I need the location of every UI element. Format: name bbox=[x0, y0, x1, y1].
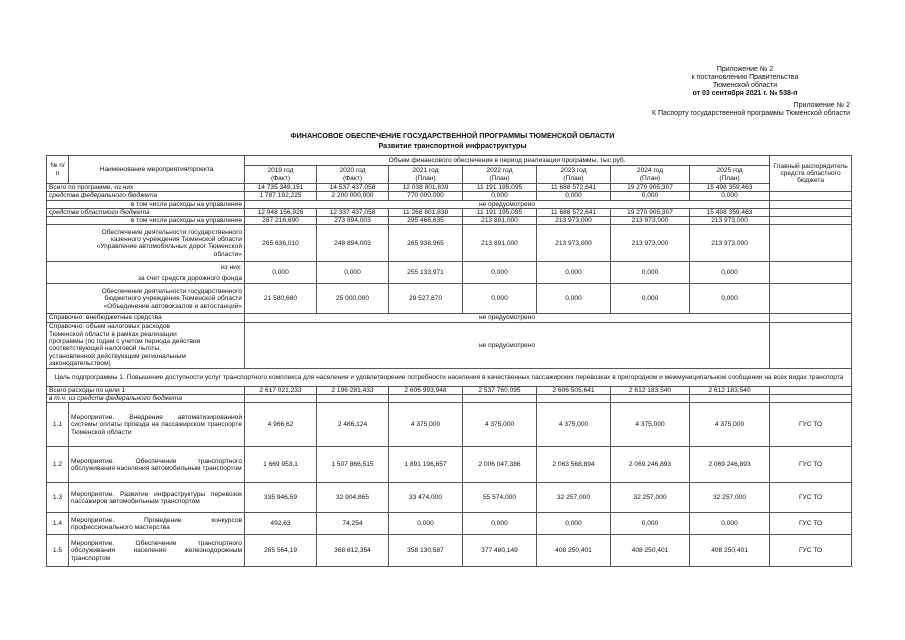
row-label: из них: за счет средств дорожного фонда bbox=[47, 262, 245, 284]
year-header: 2022 год (План) bbox=[463, 166, 537, 184]
finance-table bbox=[46, 155, 852, 567]
table-row: средства федерального бюджета 1 787 192,225 2 200 000,000 770 000,000 0,000 0,000 0,000 0,000 bbox=[47, 192, 852, 200]
table-row bbox=[47, 200, 852, 208]
appendix-line: Приложение № 2 bbox=[716, 66, 774, 73]
year-header: 2025 год (План) bbox=[690, 166, 770, 184]
appendix-line: к постановлению Правительства bbox=[691, 74, 799, 81]
year-header: 2023 год (План) bbox=[537, 166, 611, 184]
col-num-header: № п/п bbox=[47, 156, 69, 184]
table-row: 1.3 Мероприятие. Развитие инфраструктуры перевозок пассажиров автомобильным транспортом 335 946,59 32 904,865 33 474,000 55 574,000 32 257,000 32 257,000 32 257,000 ГУС ТО bbox=[47, 483, 852, 513]
goal-text: Цель подпрограммы 1. Повышение доступности услуг транспортного комплекса для населения и удовлетворение потребности населения в качественных пассажирских перевозках в пригородном и межмуниципальном сообщении на всех видах транспорта bbox=[47, 368, 852, 386]
table-row: Обеспечение деятельности государственного бюджетного учреждения Тюменской области «Объединение автовокзалов и автостанций» 21 580,680 25 000,000 29 527,670 0,000 0,000 0,000 0,000 bbox=[47, 284, 852, 314]
table-row bbox=[47, 368, 852, 386]
table-row: Всего по программе, из них 14 735 349,151 14 537 437,058 12 038 801,839 11 191 195,095 11 688 572,641 19 270 905,307 15 498 359,463 bbox=[47, 184, 852, 192]
row-note: не предусмотрено bbox=[245, 314, 770, 322]
row-label: Справочно: объем налоговых расходов Тюменской области в рамках реализации программы (по годам с учетом периода действия соответствующей налоговой льготы, установленной действующим региональным законодательством) bbox=[47, 322, 245, 368]
table-row: в том числе расходы на управление 287 216,690 273 894,003 295 466,635 213 891,000 213 973,000 213 973,000 213 973,000 bbox=[47, 217, 852, 225]
table-row: 1.1 Мероприятие. Внедрение автоматизированной системы оплаты проезда на пассажирском транспорте Тюменской области 4 966,62 2 486,124 4 375,000 4 375,000 4 375,000 4 375,000 4 375,000 ГУС ТО bbox=[47, 403, 852, 447]
row-note: не предусмотрено bbox=[245, 322, 770, 368]
row-label: Всего по программе, из них bbox=[47, 184, 245, 192]
appendix-line: Тюменской области bbox=[712, 82, 778, 89]
title-main: ФИНАНСОВОЕ ОБЕСПЕЧЕНИЕ ГОСУДАРСТВЕННОЙ ПРОГРАММЫ ТЮМЕНСКОЙ ОБЛАСТИ bbox=[290, 131, 615, 140]
row-label: Всего расходы по цели 1 bbox=[47, 386, 245, 394]
year-header: 2021 год (План) bbox=[389, 166, 463, 184]
table-row: 1.2 Мероприятие. Обеспечение транспортного обслуживания населения автомобильным транспортом 1 669 953,1 1 507 866,515 1 891 196,657 2 006 047,386 2 063 568,894 2 069 246,893 2 069 246,893 ГУС ТО bbox=[47, 447, 852, 483]
row-label: в т.ч. из средств федерального бюджета bbox=[47, 395, 245, 403]
col-owner-header: Главный распорядитель средств областного бюджета bbox=[770, 156, 852, 192]
table-row: 1.4 Мероприятие. Проведение конкурсов профессионального мастерства 492,63 74,254 0,000 0,000 0,000 0,000 0,000 ГУС ТО bbox=[47, 513, 852, 535]
table-row: Всего расходы по цели 1 2 617 021,233 2 196 281,433 2 606 993,948 2 537 760,095 2 606 505,641 2 612 183,540 2 612 183,540 bbox=[47, 386, 852, 394]
col-name-header: Наименование мероприятия/проекта bbox=[69, 156, 245, 184]
year-header: 2020 год (Факт) bbox=[317, 166, 389, 184]
row-label: средства областного бюджета bbox=[47, 208, 245, 216]
table-row bbox=[47, 322, 852, 368]
row-label: Справочно: внебюджетные средства bbox=[47, 314, 245, 322]
table-row bbox=[47, 395, 852, 403]
passport-header bbox=[560, 102, 850, 118]
year-header: 2019 год (Факт) bbox=[245, 166, 317, 184]
row-label: Обеспечение деятельности государственного казенного учреждения Тюменской области «Управление автомобильных дорог Тюменской области» bbox=[47, 225, 245, 262]
row-label: в том числе расходы на управление bbox=[47, 200, 245, 208]
appendix-header bbox=[650, 66, 840, 98]
col-group-header: Объем финансового обеспечения в период реализации программы, тыс руб. bbox=[245, 156, 770, 166]
passport-line: Приложение № 2 bbox=[793, 102, 850, 109]
table-row: средства областного бюджета 12 948 156,926 12 337 437,058 11 268 801,839 11 191 195,095 11 688 572,641 19 270 905,307 15 498 359,463 bbox=[47, 208, 852, 216]
table-row: 1.5 Мероприятие. Обеспечение транспортного обслуживания населения железнодорожным транспортом 265 564,19 368 612,354 358 130,587 377 480,149 408 250,401 408 250,401 408 250,401 ГУС ТО bbox=[47, 535, 852, 567]
row-label: Обеспечение деятельности государственного бюджетного учреждения Тюменской области «Объединение автовокзалов и автостанций» bbox=[47, 284, 245, 314]
table-row: Обеспечение деятельности государственного казенного учреждения Тюменской области «Управление автомобильных дорог Тюменской области» 265 636,010 248 894,003 265 938,965 213 891,000 213 973,000 213 973,000 213 973,000 bbox=[47, 225, 852, 262]
table-row bbox=[47, 314, 852, 322]
title-sub: Развитие транспортной инфраструктуры bbox=[378, 141, 527, 150]
appendix-date: от 03 сентября 2021 г. № 538-п bbox=[692, 90, 798, 97]
document-title bbox=[0, 131, 905, 151]
passport-line: К Паспорту государственной программы Тюменской области bbox=[651, 110, 850, 117]
year-header: 2024 год (План) bbox=[611, 166, 690, 184]
table-row: из них: за счет средств дорожного фонда 0,000 0,000 255 133,971 0,000 0,000 0,000 0,000 bbox=[47, 262, 852, 284]
row-label: средства федерального бюджета bbox=[47, 192, 245, 200]
row-note: не предусмотрено bbox=[245, 200, 770, 208]
row-label: в том числе расходы на управление bbox=[47, 217, 245, 225]
